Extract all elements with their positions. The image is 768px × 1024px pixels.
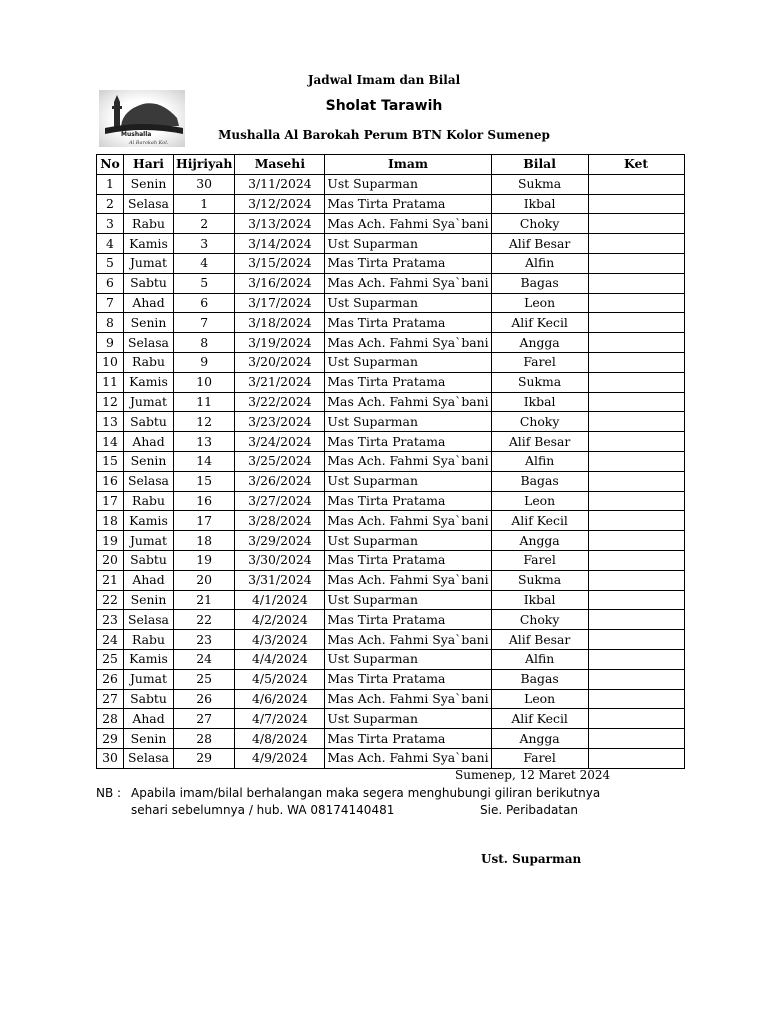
- table-cell: 4/8/2024: [235, 729, 325, 749]
- table-cell: 3/27/2024: [235, 491, 325, 511]
- table-cell: 15: [174, 471, 235, 491]
- table-cell: 11: [97, 372, 124, 392]
- table-cell: 19: [97, 531, 124, 551]
- column-header: Ket: [588, 155, 684, 175]
- table-cell: Sabtu: [124, 689, 174, 709]
- table-cell: [588, 194, 684, 214]
- table-row: [97, 709, 685, 729]
- table-cell: Choky: [491, 412, 588, 432]
- table-row: [97, 412, 685, 432]
- table-cell: 21: [174, 590, 235, 610]
- table-cell: Sukma: [491, 570, 588, 590]
- table-cell: [588, 748, 684, 768]
- table-cell: Mas Ach. Fahmi Sya`bani: [325, 570, 491, 590]
- table-cell: Angga: [491, 333, 588, 353]
- table-cell: Sukma: [491, 174, 588, 194]
- table-cell: Farel: [491, 748, 588, 768]
- table-cell: [588, 630, 684, 650]
- table-cell: Mas Tirta Pratama: [325, 610, 491, 630]
- table-cell: 4/2/2024: [235, 610, 325, 630]
- table-cell: [588, 372, 684, 392]
- table-cell: 3/30/2024: [235, 550, 325, 570]
- table-cell: 20: [174, 570, 235, 590]
- table-cell: Selasa: [124, 610, 174, 630]
- table-cell: Kamis: [124, 234, 174, 254]
- table-cell: 20: [97, 550, 124, 570]
- table-cell: 24: [174, 649, 235, 669]
- table-row: [97, 194, 685, 214]
- table-cell: 4/7/2024: [235, 709, 325, 729]
- table-cell: [588, 333, 684, 353]
- column-header: Bilal: [491, 155, 588, 175]
- table-cell: Jumat: [124, 392, 174, 412]
- table-cell: Bagas: [491, 669, 588, 689]
- table-cell: 4/4/2024: [235, 649, 325, 669]
- signer-name: Ust. Suparman: [481, 852, 582, 866]
- table-cell: [588, 412, 684, 432]
- table-cell: Bagas: [491, 471, 588, 491]
- table-cell: 4: [97, 234, 124, 254]
- logo-text-1: Mushalla: [121, 131, 152, 138]
- table-cell: Alif Kecil: [491, 511, 588, 531]
- table-cell: 29: [174, 748, 235, 768]
- table-row: [97, 234, 685, 254]
- table-cell: Ust Suparman: [325, 293, 491, 313]
- table-cell: 11: [174, 392, 235, 412]
- table-cell: Alfin: [491, 649, 588, 669]
- table-cell: 3/17/2024: [235, 293, 325, 313]
- table-row: [97, 253, 685, 273]
- table-cell: Ust Suparman: [325, 234, 491, 254]
- table-cell: Mas Tirta Pratama: [325, 313, 491, 333]
- table-cell: [588, 570, 684, 590]
- table-cell: 26: [97, 669, 124, 689]
- table-cell: Alif Kecil: [491, 313, 588, 333]
- table-cell: [588, 451, 684, 471]
- table-cell: [588, 313, 684, 333]
- table-cell: Ahad: [124, 709, 174, 729]
- table-cell: [588, 471, 684, 491]
- table-cell: Mas Tirta Pratama: [325, 669, 491, 689]
- table-cell: 27: [97, 689, 124, 709]
- table-cell: [588, 352, 684, 372]
- table-cell: Farel: [491, 550, 588, 570]
- table-cell: 3/28/2024: [235, 511, 325, 531]
- table-cell: Ahad: [124, 293, 174, 313]
- table-cell: Mas Ach. Fahmi Sya`bani: [325, 689, 491, 709]
- table-cell: 8: [174, 333, 235, 353]
- table-cell: Mas Tirta Pratama: [325, 491, 491, 511]
- table-cell: [588, 610, 684, 630]
- table-cell: 28: [174, 729, 235, 749]
- table-cell: [588, 729, 684, 749]
- table-cell: Mas Ach. Fahmi Sya`bani: [325, 511, 491, 531]
- table-cell: [588, 531, 684, 551]
- table-cell: Ust Suparman: [325, 412, 491, 432]
- table-cell: [588, 590, 684, 610]
- table-cell: 14: [97, 432, 124, 452]
- table-cell: Alif Kecil: [491, 709, 588, 729]
- table-cell: 3/19/2024: [235, 333, 325, 353]
- table-cell: 3/12/2024: [235, 194, 325, 214]
- table-cell: 3/18/2024: [235, 313, 325, 333]
- table-cell: Senin: [124, 174, 174, 194]
- column-header: Masehi: [235, 155, 325, 175]
- document-title: Jadwal Imam dan Bilal: [307, 73, 461, 87]
- table-cell: [588, 214, 684, 234]
- table-cell: 4/6/2024: [235, 689, 325, 709]
- table-cell: Senin: [124, 590, 174, 610]
- table-cell: Mas Ach. Fahmi Sya`bani: [325, 392, 491, 412]
- table-cell: [588, 293, 684, 313]
- table-cell: Mas Ach. Fahmi Sya`bani: [325, 630, 491, 650]
- table-row: [97, 432, 685, 452]
- table-cell: Mas Tirta Pratama: [325, 372, 491, 392]
- table-cell: Alif Besar: [491, 630, 588, 650]
- table-cell: Mas Tirta Pratama: [325, 253, 491, 273]
- table-cell: Selasa: [124, 748, 174, 768]
- table-cell: Mas Ach. Fahmi Sya`bani: [325, 273, 491, 293]
- table-cell: Selasa: [124, 333, 174, 353]
- table-cell: Rabu: [124, 214, 174, 234]
- table-cell: Mas Tirta Pratama: [325, 194, 491, 214]
- table-cell: 10: [97, 352, 124, 372]
- table-cell: Mas Tirta Pratama: [325, 729, 491, 749]
- table-cell: Kamis: [124, 511, 174, 531]
- table-cell: Ust Suparman: [325, 471, 491, 491]
- table-cell: 21: [97, 570, 124, 590]
- table-cell: 1: [97, 174, 124, 194]
- table-cell: Selasa: [124, 471, 174, 491]
- table-cell: Alfin: [491, 253, 588, 273]
- table-cell: Sabtu: [124, 412, 174, 432]
- table-cell: [588, 234, 684, 254]
- table-cell: [588, 432, 684, 452]
- table-cell: 29: [97, 729, 124, 749]
- table-cell: 22: [174, 610, 235, 630]
- table-cell: Jumat: [124, 531, 174, 551]
- table-cell: 15: [97, 451, 124, 471]
- table-cell: 17: [174, 511, 235, 531]
- schedule-table: [96, 154, 685, 769]
- table-cell: 8: [97, 313, 124, 333]
- table-row: [97, 729, 685, 749]
- table-cell: 3/13/2024: [235, 214, 325, 234]
- table-cell: Choky: [491, 610, 588, 630]
- document-subtitle: Sholat Tarawih: [325, 98, 443, 114]
- table-row: [97, 313, 685, 333]
- table-cell: 22: [97, 590, 124, 610]
- table-cell: Ust Suparman: [325, 590, 491, 610]
- table-cell: 18: [97, 511, 124, 531]
- table-cell: 16: [97, 471, 124, 491]
- table-cell: 3/16/2024: [235, 273, 325, 293]
- table-row: [97, 531, 685, 551]
- table-row: [97, 333, 685, 353]
- table-cell: Kamis: [124, 372, 174, 392]
- table-cell: Kamis: [124, 649, 174, 669]
- table-cell: Ikbal: [491, 194, 588, 214]
- table-row: [97, 590, 685, 610]
- table-row: [97, 471, 685, 491]
- table-cell: 4/3/2024: [235, 630, 325, 650]
- table-row: [97, 630, 685, 650]
- table-cell: Ikbal: [491, 590, 588, 610]
- table-cell: 26: [174, 689, 235, 709]
- table-cell: 3/21/2024: [235, 372, 325, 392]
- table-cell: 28: [97, 709, 124, 729]
- table-cell: [588, 273, 684, 293]
- table-cell: Senin: [124, 313, 174, 333]
- place-date: Sumenep, 12 Maret 2024: [455, 768, 611, 782]
- table-cell: 9: [97, 333, 124, 353]
- table-row: [97, 748, 685, 768]
- table-cell: 7: [97, 293, 124, 313]
- table-cell: 25: [174, 669, 235, 689]
- table-cell: 27: [174, 709, 235, 729]
- table-row: [97, 293, 685, 313]
- column-header: Imam: [325, 155, 491, 175]
- table-cell: [588, 709, 684, 729]
- table-cell: 3/26/2024: [235, 471, 325, 491]
- table-row: [97, 372, 685, 392]
- table-cell: 3/22/2024: [235, 392, 325, 412]
- table-row: [97, 649, 685, 669]
- table-header-row: [97, 155, 685, 175]
- table-cell: 6: [97, 273, 124, 293]
- note-line-1: Apabila imam/bilal berhalangan maka segera menghubungi giliran berikutnya: [131, 786, 601, 800]
- table-cell: 4/9/2024: [235, 748, 325, 768]
- table-cell: Senin: [124, 729, 174, 749]
- table-cell: [588, 253, 684, 273]
- table-cell: [588, 649, 684, 669]
- table-cell: 13: [174, 432, 235, 452]
- table-cell: Angga: [491, 729, 588, 749]
- column-header: Hijriyah: [174, 155, 235, 175]
- table-cell: Mas Tirta Pratama: [325, 432, 491, 452]
- table-cell: 24: [97, 630, 124, 650]
- table-row: [97, 689, 685, 709]
- table-cell: 30: [174, 174, 235, 194]
- table-cell: Leon: [491, 689, 588, 709]
- table-cell: 1: [174, 194, 235, 214]
- table-cell: [588, 669, 684, 689]
- table-cell: 14: [174, 451, 235, 471]
- table-cell: Ust Suparman: [325, 709, 491, 729]
- table-row: [97, 392, 685, 412]
- table-cell: 3/15/2024: [235, 253, 325, 273]
- table-cell: Sabtu: [124, 550, 174, 570]
- table-cell: 9: [174, 352, 235, 372]
- table-cell: Bagas: [491, 273, 588, 293]
- table-cell: 17: [97, 491, 124, 511]
- table-cell: 10: [174, 372, 235, 392]
- table-cell: 7: [174, 313, 235, 333]
- table-cell: 12: [97, 392, 124, 412]
- table-cell: [588, 511, 684, 531]
- table-cell: 25: [97, 649, 124, 669]
- table-cell: 19: [174, 550, 235, 570]
- table-cell: Mas Ach. Fahmi Sya`bani: [325, 214, 491, 234]
- table-cell: Leon: [491, 293, 588, 313]
- table-cell: 3/31/2024: [235, 570, 325, 590]
- table-cell: 13: [97, 412, 124, 432]
- note-line-2: sehari sebelumnya / hub. WA 08174140481: [131, 803, 395, 817]
- table-cell: 16: [174, 491, 235, 511]
- table-cell: Sabtu: [124, 273, 174, 293]
- table-cell: 23: [174, 630, 235, 650]
- table-cell: [588, 174, 684, 194]
- table-cell: 18: [174, 531, 235, 551]
- table-cell: 6: [174, 293, 235, 313]
- table-cell: 3/11/2024: [235, 174, 325, 194]
- table-row: [97, 669, 685, 689]
- table-cell: 2: [97, 194, 124, 214]
- table-cell: Rabu: [124, 352, 174, 372]
- table-row: [97, 610, 685, 630]
- table-cell: Sukma: [491, 372, 588, 392]
- table-cell: 3/25/2024: [235, 451, 325, 471]
- table-cell: Ahad: [124, 432, 174, 452]
- table-cell: [588, 550, 684, 570]
- table-row: [97, 511, 685, 531]
- table-cell: Alif Besar: [491, 432, 588, 452]
- nb-label: NB :: [96, 786, 122, 800]
- table-cell: 3/20/2024: [235, 352, 325, 372]
- table-cell: 3/24/2024: [235, 432, 325, 452]
- table-cell: 5: [97, 253, 124, 273]
- table-row: [97, 570, 685, 590]
- table-cell: Mas Ach. Fahmi Sya`bani: [325, 451, 491, 471]
- table-cell: 3/29/2024: [235, 531, 325, 551]
- signer-role: Sie. Peribadatan: [480, 803, 579, 817]
- table-cell: 2: [174, 214, 235, 234]
- table-cell: Rabu: [124, 630, 174, 650]
- table-cell: Selasa: [124, 194, 174, 214]
- table-cell: [588, 392, 684, 412]
- table-cell: Jumat: [124, 669, 174, 689]
- table-cell: 4/1/2024: [235, 590, 325, 610]
- table-cell: 4/5/2024: [235, 669, 325, 689]
- table-cell: Farel: [491, 352, 588, 372]
- table-cell: Ahad: [124, 570, 174, 590]
- table-cell: 4: [174, 253, 235, 273]
- table-cell: 12: [174, 412, 235, 432]
- table-cell: Ust Suparman: [325, 352, 491, 372]
- table-cell: Ikbal: [491, 392, 588, 412]
- table-cell: Mas Tirta Pratama: [325, 550, 491, 570]
- table-cell: 3: [174, 234, 235, 254]
- table-row: [97, 174, 685, 194]
- table-cell: 5: [174, 273, 235, 293]
- table-cell: 3/14/2024: [235, 234, 325, 254]
- table-row: [97, 550, 685, 570]
- column-header: Hari: [124, 155, 174, 175]
- table-cell: Alif Besar: [491, 234, 588, 254]
- logo-text-2: Al Barokah Kol.: [129, 140, 169, 146]
- table-cell: Ust Suparman: [325, 649, 491, 669]
- table-cell: Ust Suparman: [325, 174, 491, 194]
- table-cell: 30: [97, 748, 124, 768]
- table-cell: Mas Ach. Fahmi Sya`bani: [325, 748, 491, 768]
- table-cell: 3/23/2024: [235, 412, 325, 432]
- venue-title: Mushalla Al Barokah Perum BTN Kolor Sumenep: [218, 128, 550, 142]
- table-row: [97, 214, 685, 234]
- table-cell: 23: [97, 610, 124, 630]
- table-cell: Jumat: [124, 253, 174, 273]
- table-cell: Angga: [491, 531, 588, 551]
- table-row: [97, 273, 685, 293]
- table-cell: Ust Suparman: [325, 531, 491, 551]
- column-header: No: [97, 155, 124, 175]
- table-cell: Rabu: [124, 491, 174, 511]
- table-row: [97, 451, 685, 471]
- table-cell: Senin: [124, 451, 174, 471]
- table-row: [97, 491, 685, 511]
- table-cell: Leon: [491, 491, 588, 511]
- table-cell: [588, 491, 684, 511]
- table-cell: 3: [97, 214, 124, 234]
- table-cell: Choky: [491, 214, 588, 234]
- table-cell: [588, 689, 684, 709]
- table-cell: Alfin: [491, 451, 588, 471]
- table-cell: Mas Ach. Fahmi Sya`bani: [325, 333, 491, 353]
- table-row: [97, 352, 685, 372]
